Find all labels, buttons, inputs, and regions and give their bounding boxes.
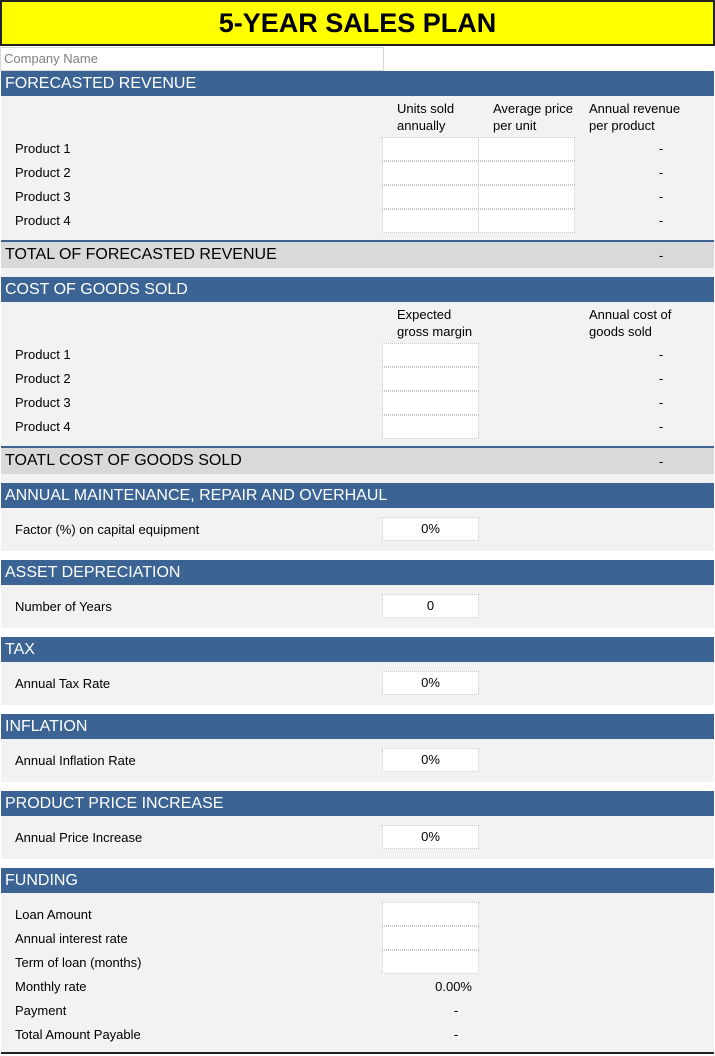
col-annual-revenue: Annual revenue per product: [589, 101, 681, 133]
loan-term-input[interactable]: [382, 950, 479, 974]
payment-value: -: [453, 1003, 459, 1018]
loan-term-label: Term of loan (months): [15, 955, 142, 970]
total-cogs-value: -: [658, 454, 664, 469]
section-tax: TAX: [1, 637, 714, 662]
monthly-rate-label: Monthly rate: [15, 979, 87, 994]
spacer: [1, 268, 714, 277]
margin-input-3[interactable]: [382, 391, 479, 415]
revenue-product-3: Product 3: [15, 189, 71, 204]
total-cogs-label: TOATL COST OF GOODS SOLD: [5, 452, 242, 469]
section-product-price-increase: PRODUCT PRICE INCREASE: [1, 791, 714, 816]
annual-revenue-2: -: [658, 165, 664, 180]
col-units-sold: Units sold annually: [397, 101, 455, 133]
annual-cogs-1: -: [658, 347, 664, 362]
interest-rate-input[interactable]: [382, 926, 479, 950]
cogs-product-3: Product 3: [15, 395, 71, 410]
units-input-4[interactable]: [382, 209, 479, 233]
total-payable-value: -: [453, 1027, 459, 1042]
annual-cogs-4: -: [658, 419, 664, 434]
cogs-product-2: Product 2: [15, 371, 71, 386]
price-increase-label: Annual Price Increase: [15, 830, 143, 845]
inflation-rate-label: Annual Inflation Rate: [15, 753, 136, 768]
col-annual-cogs: Annual cost of goods sold: [589, 307, 672, 339]
revenue-product-1: Product 1: [15, 141, 71, 156]
annual-revenue-4: -: [658, 213, 664, 228]
bottom-border: [1, 1052, 714, 1054]
price-input-1[interactable]: [478, 137, 575, 161]
maintenance-factor-label: Factor (%) on capital equipment: [15, 522, 200, 537]
section-funding: FUNDING: [1, 868, 714, 893]
inflation-rate-input[interactable]: 0%: [382, 748, 479, 772]
annual-revenue-3: -: [658, 189, 664, 204]
depreciation-years-input[interactable]: 0: [382, 594, 479, 618]
annual-revenue-1: -: [658, 141, 664, 156]
annual-cogs-3: -: [658, 395, 664, 410]
tax-rate-input[interactable]: 0%: [382, 671, 479, 695]
company-name-field[interactable]: Company Name: [0, 47, 384, 71]
revenue-product-4: Product 4: [15, 213, 71, 228]
revenue-product-2: Product 2: [15, 165, 71, 180]
section-asset-depreciation: ASSET DEPRECIATION: [1, 560, 714, 585]
col-gross-margin: Expected gross margin: [397, 307, 473, 339]
margin-input-1[interactable]: [382, 343, 479, 367]
loan-amount-label: Loan Amount: [15, 907, 92, 922]
cogs-product-4: Product 4: [15, 419, 71, 434]
loan-amount-input[interactable]: [382, 902, 479, 926]
payment-label: Payment: [15, 1003, 67, 1018]
spacer: [0, 551, 715, 560]
interest-rate-label: Annual interest rate: [15, 931, 128, 946]
sheet-title: 5-YEAR SALES PLAN: [0, 0, 715, 46]
margin-input-4[interactable]: [382, 415, 479, 439]
total-payable-label: Total Amount Payable: [15, 1027, 141, 1042]
total-revenue-value: -: [658, 248, 664, 263]
units-input-2[interactable]: [382, 161, 479, 185]
total-revenue-label: TOTAL OF FORECASTED REVENUE: [5, 246, 277, 263]
price-input-3[interactable]: [478, 185, 575, 209]
section-cost-of-goods-sold: COST OF GOODS SOLD: [1, 277, 714, 302]
total-revenue-row: [1, 240, 714, 268]
annual-cogs-2: -: [658, 371, 664, 386]
monthly-rate-value: 0.00%: [435, 979, 472, 994]
depreciation-years-label: Number of Years: [15, 599, 112, 614]
col-average-price: Average price per unit: [493, 101, 573, 133]
price-input-4[interactable]: [478, 209, 575, 233]
units-input-1[interactable]: [382, 137, 479, 161]
section-maintenance: ANNUAL MAINTENANCE, REPAIR AND OVERHAUL: [1, 483, 714, 508]
price-input-2[interactable]: [478, 161, 575, 185]
spacer: [1, 474, 714, 483]
total-cogs-row: [1, 446, 714, 474]
maintenance-factor-input[interactable]: 0%: [382, 517, 479, 541]
section-forecasted-revenue: FORECASTED REVENUE: [1, 71, 714, 96]
margin-input-2[interactable]: [382, 367, 479, 391]
section-inflation: INFLATION: [1, 714, 714, 739]
units-input-3[interactable]: [382, 185, 479, 209]
price-increase-input[interactable]: 0%: [382, 825, 479, 849]
cogs-product-1: Product 1: [15, 347, 71, 362]
tax-rate-label: Annual Tax Rate: [15, 676, 111, 691]
